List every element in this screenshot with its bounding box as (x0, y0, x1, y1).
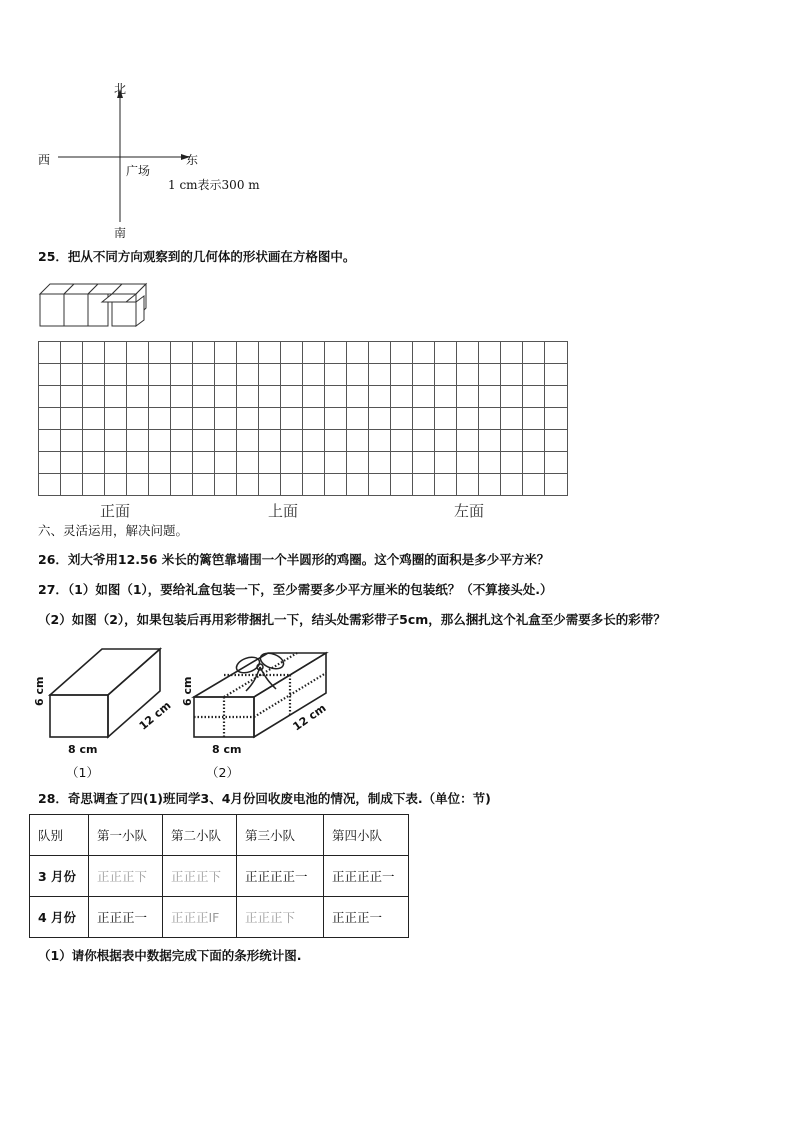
table-row (30, 856, 409, 897)
fig2-width-label: 8 cm (212, 743, 242, 756)
table-header-cell: 第一小队 (89, 815, 163, 856)
grid-label-front: 正面 (100, 502, 131, 520)
q28-sub1: （1）请你根据表中数据完成下面的条形统计图. (38, 948, 302, 963)
compass-north-label: 北 (114, 82, 127, 96)
table-header-cell: 第四小队 (324, 815, 409, 856)
compass-diagram (30, 75, 280, 240)
table-cell: 正正正下 (89, 856, 163, 897)
table-cell: 正正正下 (163, 856, 237, 897)
q25-text: 25．把从不同方向观察到的几何体的形状画在方格图中。 (38, 249, 356, 264)
table-cell: 正正正下 (237, 897, 324, 938)
table-row (30, 897, 409, 938)
table-header-cell: 队别 (30, 815, 89, 856)
table-cell: 正正正一 (324, 897, 409, 938)
q28-text: 28．奇思调查了四(1)班同学3、4月份回收废电池的情况，制成下表.（单位：节) (38, 791, 491, 806)
fig1-height-label: 6 cm (33, 676, 46, 706)
fig1-width-label: 8 cm (68, 743, 98, 756)
compass-scale-label: 1 cm表示300 m (168, 178, 260, 192)
q27-part1: 27．（1）如图（1），要给礼盒包装一下，至少需要多少平方厘米的包装纸？（不算接头处.） (38, 582, 553, 597)
battery-tally-table (29, 814, 409, 938)
table-row-label: 4 月份 (30, 897, 89, 938)
fig2-caption: （2） (206, 765, 239, 780)
compass-center-label: 广场 (126, 164, 151, 178)
grid-label-top: 上面 (268, 502, 299, 520)
table-header-cell: 第二小队 (163, 815, 237, 856)
table-header-row (30, 815, 409, 856)
fig1-length-label: 12 cm (136, 698, 174, 733)
grid-label-left: 左面 (454, 502, 485, 520)
fig1-caption: （1） (66, 765, 99, 780)
q27-part2: （2）如图（2），如果包装后再用彩带捆扎一下，结头处需彩带子5cm，那么捆扎这个礼盒至少需要多长的彩带？ (38, 612, 666, 627)
section6-title: 六、灵活运用，解决问题。 (38, 523, 189, 538)
drawing-grid[interactable] (38, 341, 569, 498)
compass-west-label: 西 (38, 153, 51, 167)
fig2-height-label: 6 cm (181, 676, 194, 706)
q26-text: 26．刘大爷用12.56 米长的篱笆靠墙围一个半圆形的鸡圈。这个鸡圈的面积是多少平方米？ (38, 552, 550, 567)
compass-east-label: 东 (186, 153, 199, 167)
table-header-cell: 第三小队 (237, 815, 324, 856)
table-cell: 正正正一 (89, 897, 163, 938)
table-row-label: 3 月份 (30, 856, 89, 897)
table-cell: 正正正IF (163, 897, 237, 938)
table-cell: 正正正正一 (324, 856, 409, 897)
compass-south-label: 南 (114, 226, 127, 240)
fig2-length-label: 12 cm (290, 701, 329, 734)
cube-solid-figure (36, 282, 156, 330)
gift-box-figure-2 (186, 645, 346, 753)
table-cell: 正正正正一 (237, 856, 324, 897)
